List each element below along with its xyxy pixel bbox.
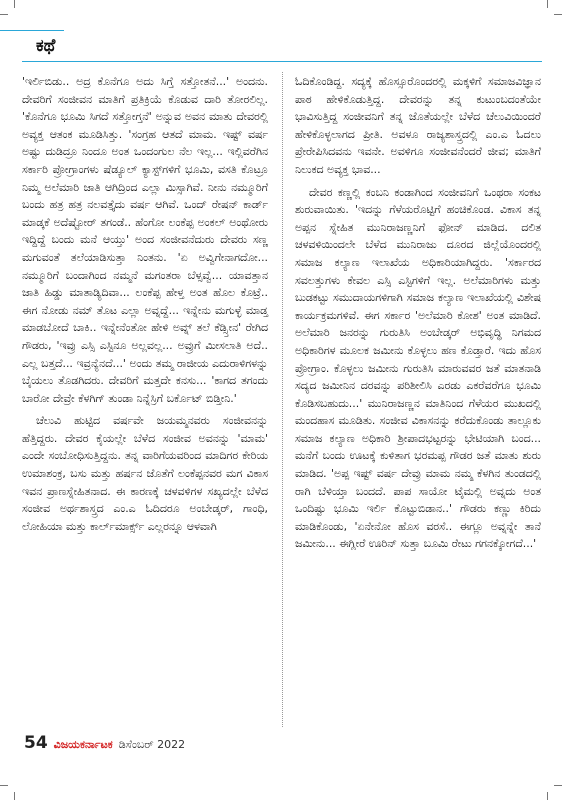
- issue-date: ಡಿಸೆಂಬರ್ 2022: [118, 738, 186, 751]
- page-footer: [24, 733, 185, 753]
- crop-mark: [0, 14, 8, 15]
- page-number: 54: [24, 733, 48, 753]
- header-accent-line: [0, 30, 64, 31]
- paragraph: 'ಇರ್ಲಿಬಿಡು.. ಅದ್ರ ಕೊನೆಗೂ ಅದು ಸಿಗ್ತೆ ಸತ್ತೋತನೆ...' ಅಂದನು. ದೇವರಿಗೆ ಸಂಜೀವನ ಮಾತಿಗೆ ಪ್ರತಿಕ್ರಿಯೆ ಕೊಡುವ ದಾರಿ ತೋರಲಿಲ್ಲ. 'ಕೊನೆಗೂ ಭೂಮಿ ಸಿಗದೆ ಸತ್ತೋಗ್ತನೆ' ಅನ್ನುವ ಅವನ ಮಾತು ದೇವರಲ್ಲಿ ಅವ್ಯಕ್ತ ಆತಂಕ ಮೂಡಿಸಿತ್ತು. 'ಸಂಗ್ರಹ ಆತದೆ ಮಾಮ. ಇಷ್ಟ್ ವರ್ಷ ಅಷ್ಟು ದುಡಿದ್ರೂ ನಿಂದೂ ಅಂತ ಒಂದಂಗುಲ ನೆಲ ಇಲ್ಲ... ಇಲ್ಲಿವರೆಗಿನ ಸರ್ಕಾರಿ ಪ್ರೋಗ್ರಾಂಗಳು ಷೆಡ್ಯೂಲ್ ಕ್ಯಾಸ್ಟ್‌ಗಳಿಗೆ ಭೂಮಿ, ವಸತಿ ಕೊಟ್ರೂ ನಿಮ್ಮ ಅಲೆಮಾರಿ ಜಾತಿ ಆಗಿದ್ರಿಂದ ಎಲ್ಲಾ ಮಿಸ್ಸಾಗಿವೆ. ನೀನು ನಮ್ಮೂರಿಗೆ ಬಂದು ಹತ್ರ ಹತ್ರ ನಲವತ್ತೈದು ವರ್ಷ ಆಗಿವೆ. ಒಂದ್ ರೇಷನ್ ಕಾರ್ಡ್ ಮಾಡ್ಕಕೆ ಅದೆಷ್ಟೋರ್ ತಗಂಡೆ.. ಹೆಂಗೋ ಲಂಕೆಪ್ಪ ಅಂಕಲ್ ಅಂಥೋರು ಇದ್ದಿದ್ದೆ ಬಂದು ಮನೆ ಆಯ್ತು' ಅಂದ ಸಂಜೀವನೆದುರು ದೇವರು ಸಣ್ಣ ಮಗುವಂತೆ ತಲೆಯಾಡಿಸುತ್ತಾ ನಿಂತನು. 'ಏ ಅವ್ವಿಗೇನಾಗದೋ... ನಮ್ಮೂರಿಗೆ ಬಂದಾಗಿಂದ ನಮ್ಮನೆ ಮಗಂತರಾ ಬೆಳ್ಸವ್ವೆ... ಯಾವತ್ತಾನ ಜಾತಿ ಹಿಡ್ಡು ಮಾತಾಡ್ಯಿದಿವಾ... ಲಂಕೆಪ್ಪ ಹೇಳ್ತ ಅಂತ ಹೊಲ ಕೊಟ್ರೆ.. ಈಗ ನೋಡು ನಮ್ ತೊಟ ಎಲ್ಲಾ ಅವ್ನದ್ದೆ... ಇನ್ನೇನು ಮಗುಳ್ಳೆ ಮಾಡ್ತ ಮಾಡಬೋದೆ ಬಾಕಿ.. ಇನ್ನೇನೆಂತೋ ಹೇಳಿ ಅವ್ನ್ ತಲೆ ಕೆಡ್ಸ್ತೀನ' ರೇಗಿದ ಗೌಡರು, 'ಇವ್ರು ಎಸ್ಸಿ ಎಸ್ಟಿನೂ ಅಲ್ಲವಲ್ಲ... ಅವ್ರುಗೆ ಮೀಸಲಾತಿ ಅದೆ.. ಎಲ್ಲ ಬತ್ತದೆ... ಇವ್ರನ್ಯೆನದೆ...' ಅಂದು ತಮ್ಮ ರಾಜೀಯ ಎದುರಾಳಿಗಳನ್ನು ಬೈಯಲು ತೊಡಗಿದರು. ದೇವರಿಗೆ ಮತ್ತದೇ ಕನಸು... 'ಕಾಗದ ತಗಂದು ಬಾರೋ ದೇವ್ರೇ ಕೆಳಗಿಗ್ ತುಂಡಾ ನಿನ್ನೆಸ್ರಿಗೆ ಬರ್ಕೊಟ್ ಬಿಡ್ತೀನಿ.': [22, 75, 268, 405]
- paragraph: ಚೆಲುವಿ ಹುಟ್ಟಿದ ವರ್ಷವೇ ಜಯಮ್ಮನವರು ಸಂಜೀವನನ್ನು ಹೆತ್ತಿದ್ದರು. ದೇವರ ಕೈಯಲ್ಲೇ ಬೆಳೆದ ಸಂಜೀವ ಅವನನ್ನು 'ಮಾಮ' ಎಂದೇ ಸಂಬೋಧಿಸುತ್ತಿದ್ದನು. ತನ್ನ ವಾರಿಗೆಯವರಿಂದ ಮಾದಿಗರ ಕೇರಿಯ ಉಮಾಶಂಕ್ರ, ಬಸು ಮತ್ತು ಹರ್ಷನ ಜೊತೆಗೆ ಲಂಕೆಪ್ಪನವರ ಮಗ ವಿಕಾಸ ಇವನ ಪ್ರಾಣಸ್ನೇಹಿತನಾದ. ಈ ಕಾರಣಕ್ಕೆ ಚಳವಳಿಗಳ ಸಖ್ಯದಲ್ಲೇ ಬೆಳೆದ ಸಂಜೀವ ಅರ್ಥಶಾಸ್ತ್ರದ ಎಂ.ಎ ಓದಿದರೂ ಅಂಬೇಡ್ಕರ್, ಗಾಂಧಿ, ಲೋಹಿಯಾ ಮತ್ತು ಕಾರ್ಲ್‌ಮಾರ್ಕ್ಸ್ ಎಲ್ಲರನ್ನೂ ಆಳವಾಗಿ: [22, 414, 268, 533]
- column-divider: [282, 72, 283, 727]
- magazine-logo: ವಿಜಯಕರ್ನಾಟಕ: [53, 738, 113, 751]
- crop-mark: [554, 14, 562, 15]
- crop-mark: [14, 0, 15, 8]
- header-rule: [22, 61, 542, 62]
- section-title: ಕಥೆ: [36, 36, 56, 56]
- paragraph: ದೇವರ ಕಣ್ಣಲ್ಲಿ ಕಂಬನಿ ಕಂಡಾಗಿಂದ ಸಂಜೀವನಿಗೆ ಒಂಥರಾ ಸಂಕಟ ಶುರುವಾಯಿತು. 'ಇದನ್ನು ಗೆಳೆಯರೊಟ್ಟಿಗೆ ಹಂಚಿಕೊಂಡ. ವಿಕಾಸ ತನ್ನ ಅಪ್ಪನ ಸ್ನೇಹಿತ ಮುನಿರಾಜಣ್ಣನಿಗೆ ಫೋನ್ ಮಾಡಿದ. ದಲಿತ ಚಳವಳಿಯಿಂದಲೇ ಬೆಳೆದ ಮುನಿರಾಜು ದೂರದ ಜಿಲ್ಲೆಯೊಂದರಲ್ಲಿ ಸಮಾಜ ಕಲ್ಯಾಣ ಇಲಾಖೆಯ ಅಧಿಕಾರಿಯಾಗಿದ್ದರು. 'ಸರ್ಕಾರದ ಸವಲತ್ತುಗಳು ಕೇವಲ ಎಸ್ಸಿ ಎಸ್ಟಿಗಳಿಗೆ ಇಲ್ಲ. ಅಲೆಮಾರಿಗಳು ಮತ್ತು ಬುಡಕಟ್ಟು ಸಮುದಾಯಗಳಿಗಾಗಿ ಸಮಾಜ ಕಲ್ಯಾಣ ಇಲಾಖೆಯಲ್ಲಿ ವಿಶೇಷ ಕಾರ್ಯಕ್ರಮಗಳಿವೆ. ಈಗ ಸರ್ಕಾರ 'ಅಲೆಮಾರಿ ಕೋಶ' ಅಂತ ಮಾಡಿದೆ. ಅಲೆಮಾರಿ ಜನರನ್ನು ಗುರುತಿಸಿ ಅಂಬೇಡ್ಕರ್ ಅಭಿವೃದ್ಧಿ ನಿಗಮದ ಅಧಿಕಾರಿಗಳ ಮೂಲಕ ಜಮೀನು ಕೊಳ್ಳಲು ಹಣ ಕೊಡ್ತಾರೆ. ಇದು ಹೊಸ ಪ್ರೋಗ್ರಾಂ. ಕೊಳ್ಳಲು ಜಮೀನು ಗುರುತಿಸಿ ಮಾರುವವರ ಜತೆ ಮಾತನಾಡಿ ಸದ್ಯದ ಜಮೀನಿನ ದರವನ್ನು ಪರಿಶೀಲಿಸಿ ಎರಡು ಎಕರೆವರೆಗೂ ಭೂಮಿ ಕೊಡಿಸಬಹುದು...' ಮುನಿರಾಜಣ್ಣನ ಮಾತಿನಿಂದ ಗೆಳೆಯರ ಮುಖದಲ್ಲಿ ಮಂದಹಾಸ ಮೂಡಿತು. ಸಂಜೀವ ವಿಕಾಸನನ್ನು ಕರೆದುಕೊಂಡು ತಾಲ್ಲೂಕು ಸಮಾಜ ಕಲ್ಯಾಣ ಅಧಿಕಾರಿ ಶ್ರೀಪಾದಭಟ್ಟರನ್ನು ಭೇಟಿಯಾಗಿ ಬಂದ... ಮನೆಗೆ ಬಂದು ಊಟಕ್ಕೆ ಕುಳಿತಾಗ ಭರಮಪ್ಪ ಗೌಡರ ಜತೆ ಮಾತು ಶುರು ಮಾಡಿದ. 'ಅಪ್ಪ ಇಷ್ಟ್ ವರ್ಷ ದೇವ್ರು ಮಾಮ ನಮ್ಮ ಕೆಳಗಿನ ತುಂಡದಲ್ಲಿ ರಾಗಿ ಬೆಳಿಯ್ತಾ ಬಂದದೆ. ಪಾಪ ಸಾಯೋ ಟೈಮಲ್ಲಿ ಅವ್ನದು ಅಂತ ಒಂದಿಷ್ಟು ಭೂಮಿ ಇರ್ಲಿ ಕೊಟ್ಟುಬಿಡಾನ..' ಗೌಡರು ಕಣ್ಣು ಕಿರಿದು ಮಾಡಿಕೊಂಡು, 'ಏನೇನೋ ಹೊಸ ವರಸೆ.. ಈಗ್ಲೂ ಅವ್ನನ್ನೇ ತಾನೆ ಜಮೀನು... ಈಗ್ಲೀರೆ ಊರಿನ್ ಸುತ್ತಾ ಬೂಮಿ ರೇಟು ಗಗನಕ್ಕೋಗದೆ...': [295, 185, 541, 551]
- right-column: [295, 73, 541, 553]
- crop-mark: [547, 0, 548, 8]
- crop-mark: [547, 792, 548, 800]
- crop-mark: [14, 792, 15, 800]
- crop-mark: [554, 785, 562, 786]
- crop-mark: [0, 785, 8, 786]
- left-column: [22, 73, 268, 535]
- paragraph: ಓದಿಕೊಂಡಿದ್ದ. ಸದ್ಯಕ್ಕೆ ಹೊಸ್ಸೂರೊಂದರಲ್ಲಿ ಮಕ್ಕಳಿಗೆ ಸಮಾಜವಿಜ್ಞಾನ ಪಾಠ ಹೇಳಿಕೊಡುತ್ತಿದ್ದ. ದೇವರನ್ನು ತನ್ನ ಕುಟುಂಬದಂತೆಯೇ ಭಾವಿಸುತ್ತಿದ್ದ ಸಂಜೀವನಿಗೆ ತನ್ನ ಜೊತೆಯಲ್ಲೇ ಬೆಳೆದ ಚೆಲುವಿಯಿಂದರೆ ಹೇಳಿಕೊಳ್ಳಲಾಗದ ಪ್ರೀತಿ. ಅವಳೂ ರಾಜ್ಯಶಾಸ್ತ್ರದಲ್ಲಿ ಎಂ.ಎ ಓದಲು ಪ್ರೇರೇಪಿಸಿದವನು ಇವನೇ. ಅವಳಿಗೂ ಸಂಜೀವನೆಂದರೆ ಜೀವ; ಮಾತಿಗೆ ನಿಲುಕದ ಅವ್ಯಕ್ತ ಭಾವ...: [295, 75, 541, 176]
